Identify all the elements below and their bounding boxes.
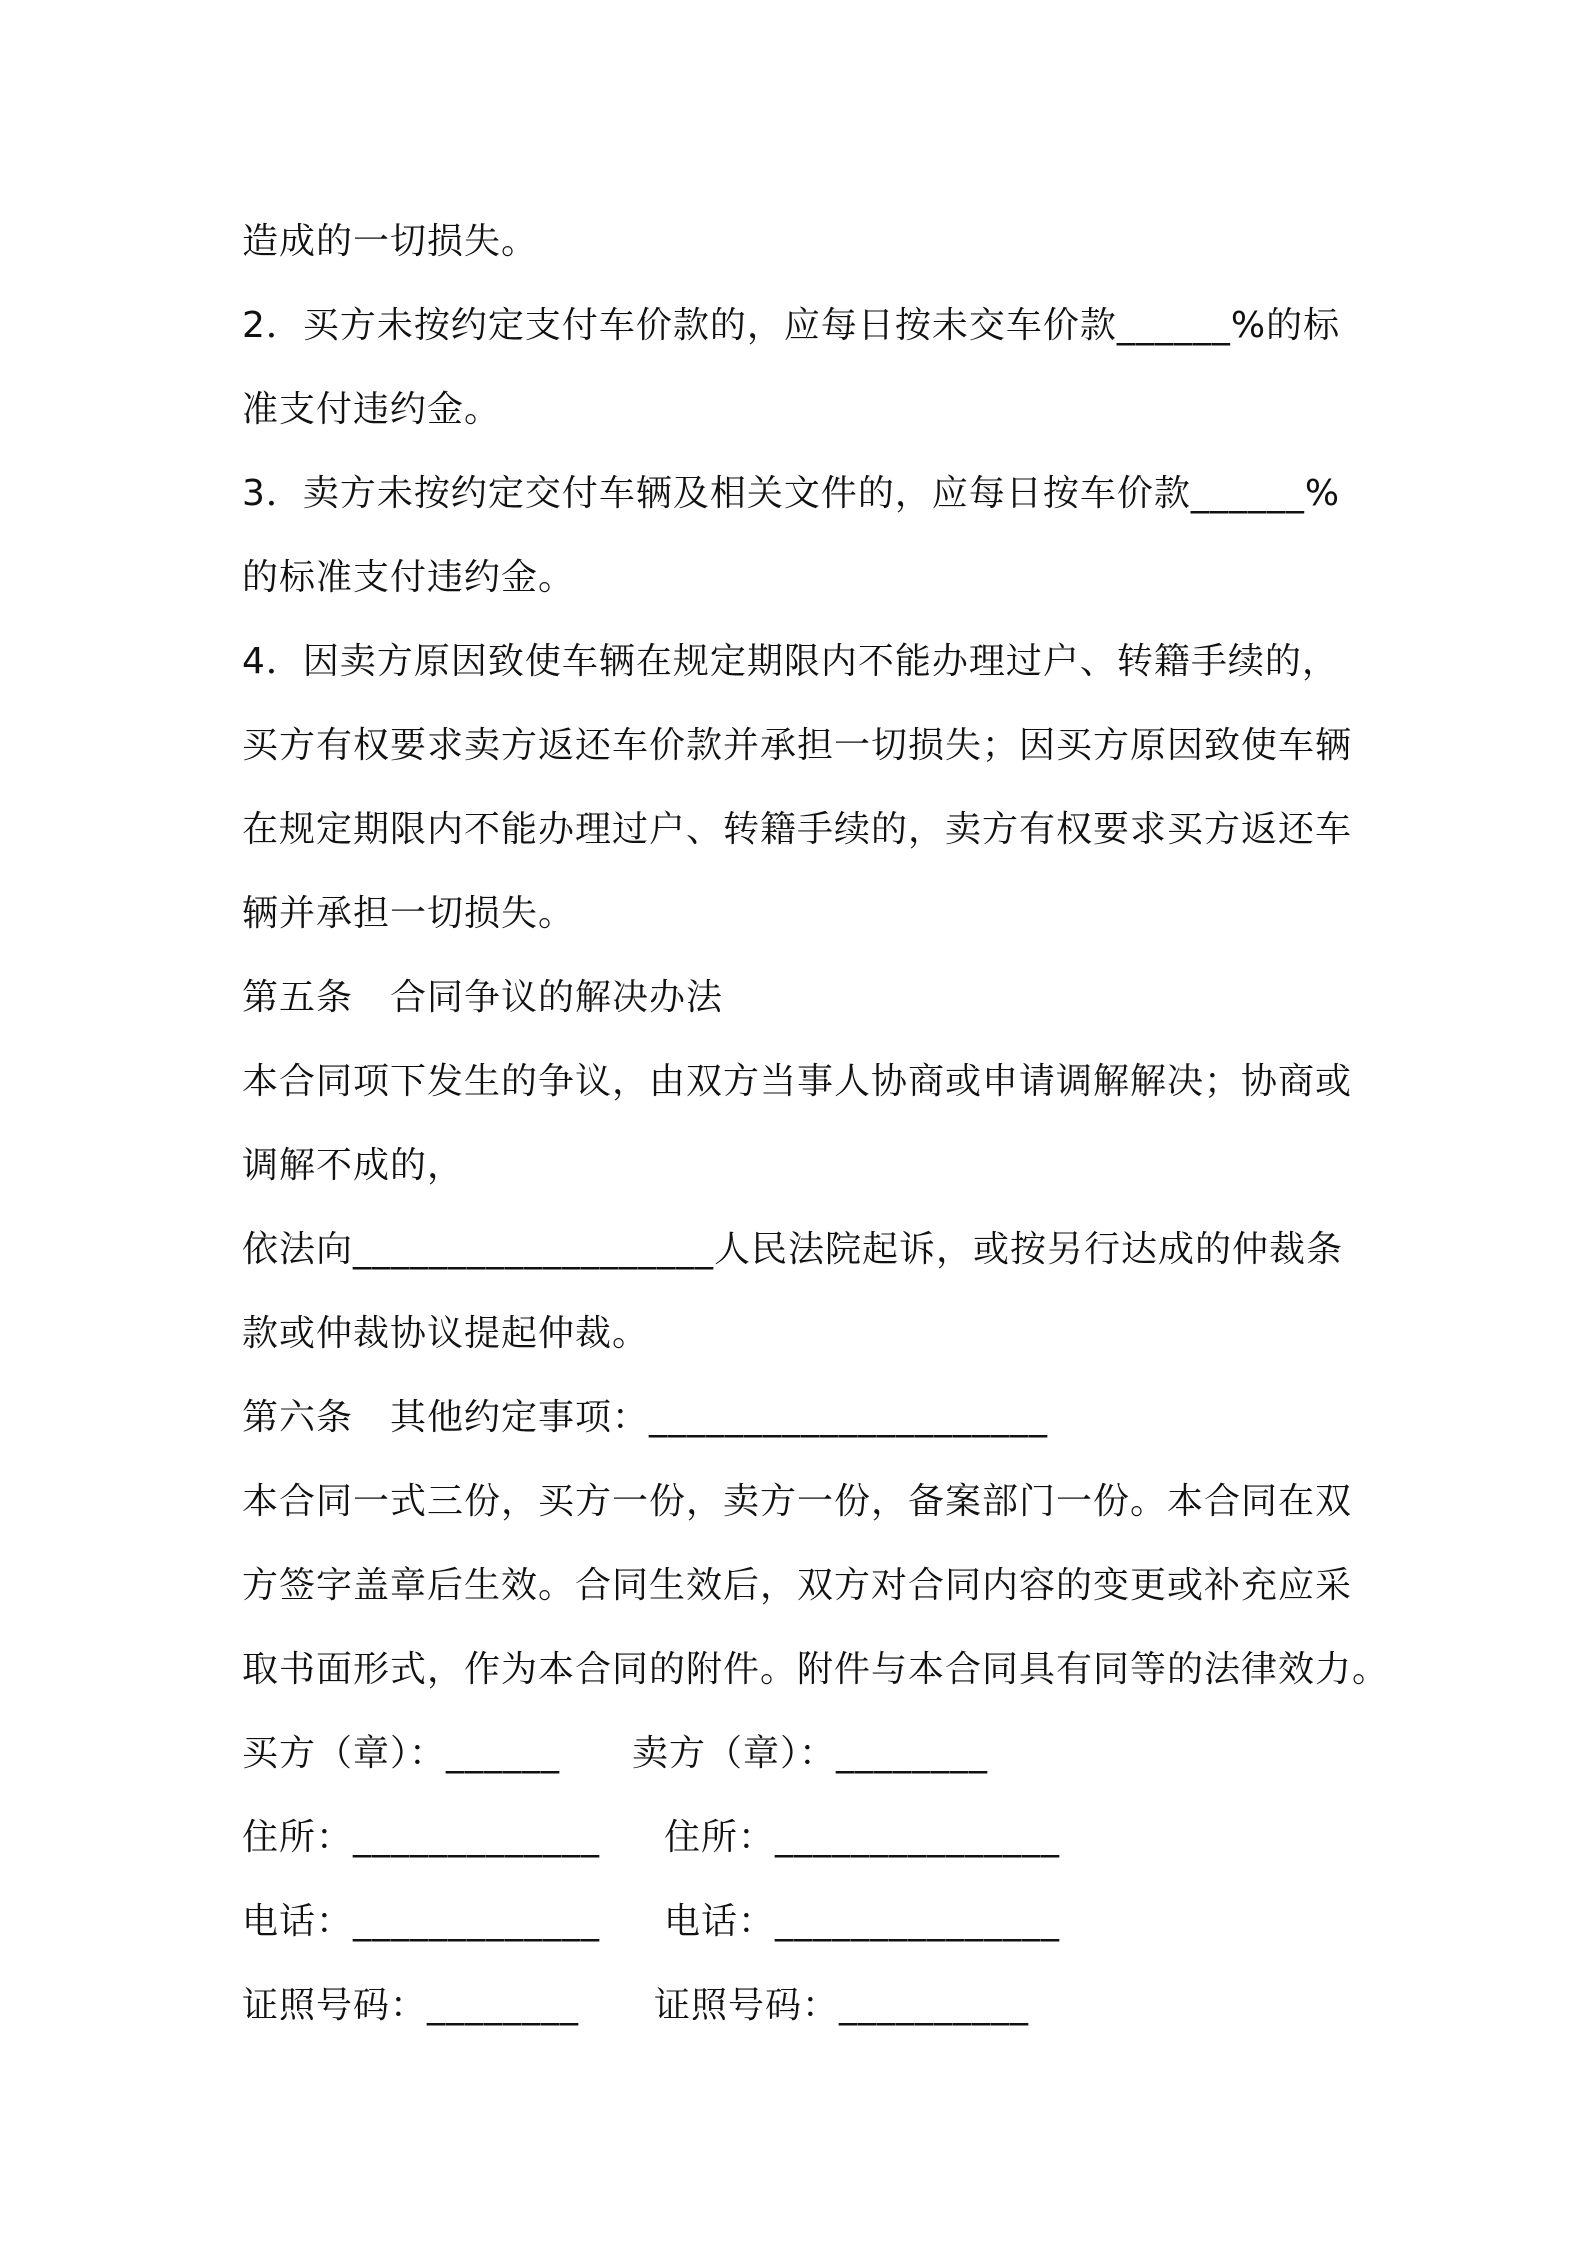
text-line: 辆并承担一切损失。 xyxy=(242,893,576,934)
text-line: 在规定期限内不能办理过户、转籍手续的，卖方有权要求买方返还车 xyxy=(242,809,1353,850)
buyer-id-field: 证照号码：________ xyxy=(242,1985,580,2026)
text-line: 依法向___________________人民法院起诉，或按另行达成的仲裁条 xyxy=(242,1229,1344,1270)
contract-page xyxy=(242,200,1390,2048)
text-line: 3．卖方未按约定交付车辆及相关文件的，应每日按车价款______% xyxy=(242,473,1341,514)
buyer-phone-field: 电话：_____________ xyxy=(242,1901,601,1942)
text-line: 4．因卖方原因致使车辆在规定期限内不能办理过户、转籍手续的， xyxy=(242,641,1339,682)
text-line: 方签字盖章后生效。合同生效后，双方对合同内容的变更或补充应采 xyxy=(242,1565,1353,1606)
text-line: 款或仲裁协议提起仲裁。 xyxy=(242,1313,650,1354)
seller-seal-field: 卖方（章）：________ xyxy=(632,1733,989,1774)
signature-row-id xyxy=(242,1964,1352,2048)
seller-address-field: 住所：_______________ xyxy=(664,1817,1061,1858)
signature-row-phone xyxy=(242,1880,1352,1964)
text-line: 本合同一式三份，买方一份，卖方一份，备案部门一份。本合同在双 xyxy=(242,1481,1353,1522)
article-heading: 第五条 合同争议的解决办法 xyxy=(242,977,724,1018)
article-heading: 第六条 其他约定事项：_____________________ xyxy=(242,1397,1049,1438)
text-line: 调解不成的， xyxy=(242,1145,465,1186)
text-line: 本合同项下发生的争议，由双方当事人协商或申请调解解决；协商或 xyxy=(242,1061,1353,1102)
seller-id-field: 证照号码：__________ xyxy=(654,1985,1030,2026)
text-line: 的标准支付违约金。 xyxy=(242,557,576,598)
buyer-seal-field: 买方（章）：______ xyxy=(242,1733,561,1774)
text-line: 准支付违约金。 xyxy=(242,389,502,430)
buyer-address-field: 住所：_____________ xyxy=(242,1817,601,1858)
signature-row-address xyxy=(242,1796,1352,1880)
text-line: 2．买方未按约定支付车价款的，应每日按未交车价款______%的标 xyxy=(242,305,1341,346)
seller-phone-field: 电话：_______________ xyxy=(664,1901,1061,1942)
text-line: 取书面形式，作为本合同的附件。附件与本合同具有同等的法律效力。 xyxy=(242,1649,1390,1690)
text-line: 买方有权要求卖方返还车价款并承担一切损失；因买方原因致使车辆 xyxy=(242,725,1353,766)
text-line: 造成的一切损失。 xyxy=(242,221,539,262)
signature-row-seal xyxy=(242,1712,1352,1796)
